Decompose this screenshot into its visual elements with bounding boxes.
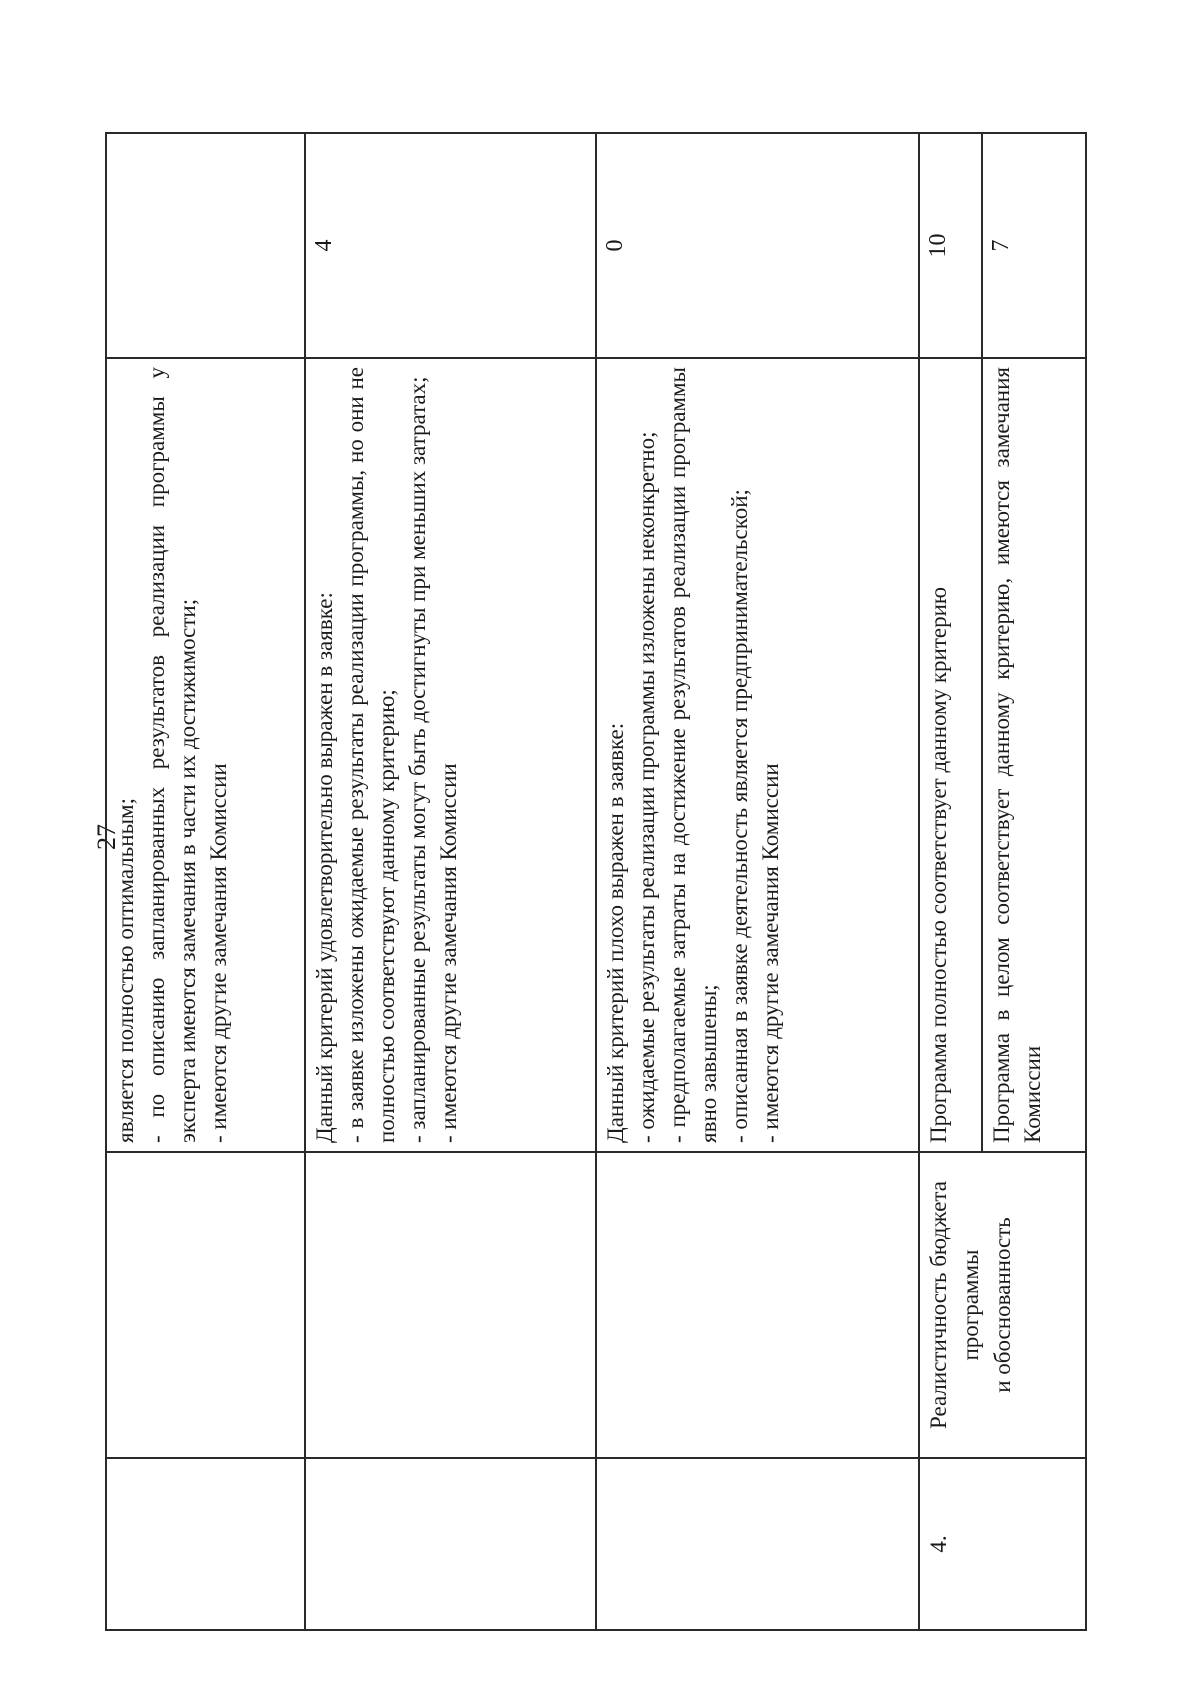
score-cell: 10 (919, 133, 981, 358)
description-line: - предполагаемые затраты на достижение результатов реализации программы явно завышены; (664, 367, 721, 1143)
criterion-cell (919, 1152, 1086, 1458)
evaluation-criteria-table (105, 132, 1087, 1631)
criterion-cell (596, 1152, 919, 1458)
score-cell: 0 (596, 133, 919, 358)
row-number-cell (596, 1458, 919, 1630)
table-row (596, 133, 919, 1630)
table-row (106, 133, 305, 1630)
section-number-cell: 4. (919, 1458, 1086, 1630)
description-line: является полностью оптимальным; (113, 798, 138, 1143)
score-cell: 4 (305, 133, 596, 358)
score-cell: 7 (982, 133, 1087, 358)
table-row (919, 133, 981, 1630)
description-line: - ожидаемые результаты реализации программы изложены неконкретно; (633, 431, 659, 1143)
description-cell (596, 358, 919, 1152)
description-cell: Программа полностью соответствует данному критерию (919, 358, 981, 1152)
criterion-title-line: программы (958, 1249, 984, 1361)
description-line: - имеются другие замечания Комиссии (436, 763, 462, 1143)
score-cell (106, 133, 305, 358)
row-number-cell (106, 1458, 305, 1630)
criterion-cell (106, 1152, 305, 1458)
row-number-cell (305, 1458, 596, 1630)
description-line: - описанная в заявке деятельность является предпринимательской; (726, 489, 752, 1143)
description-line: - по описанию запланированных результатов реализации программы у эксперта имеются замечания в части их достижимости; (144, 367, 200, 1143)
criterion-cell (305, 1152, 596, 1458)
description-line: - в заявке изложены ожидаемые результаты реализации программы, но они не полностью соответствуют данному критерию; (343, 367, 400, 1143)
description-cell (106, 358, 305, 1152)
description-cell: Программа в целом соответствует данному критерию, имеются замечания Комиссии (982, 358, 1087, 1152)
criterion-title-line: Реалистичность бюджета (926, 1181, 952, 1429)
rotated-table-container (105, 134, 1087, 1631)
description-line: Данный критерий удовлетворительно выражен в заявке: (312, 592, 338, 1143)
description-line: - имеются другие замечания Комиссии (757, 763, 783, 1143)
page-number: 27 (92, 824, 121, 850)
description-line: - запланированные результаты могут быть достигнуты при меньших затратах; (405, 376, 431, 1143)
criterion-title-line: и обоснованность (990, 1217, 1016, 1393)
description-line: - имеются другие замечания Комиссии (206, 763, 231, 1143)
table-row (305, 133, 596, 1630)
description-cell (305, 358, 596, 1152)
description-line: Данный критерий плохо выражен в заявке: (602, 722, 628, 1143)
